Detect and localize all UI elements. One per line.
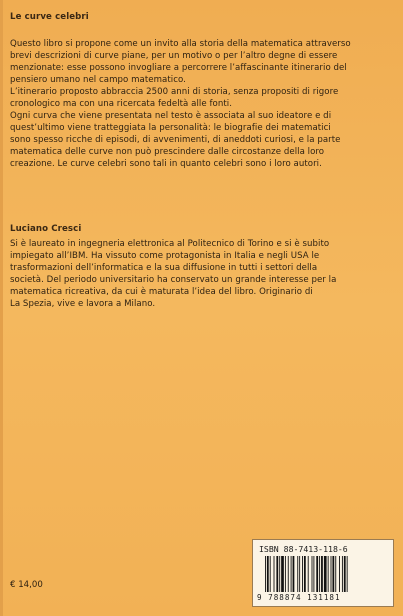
text-line: L’itinerario proposto abbraccia 2500 anni di storia, senza propositi di rigore — [10, 87, 339, 97]
text-line: Ogni curva che viene presentata nel testo è associata al suo ideatore e di — [10, 111, 332, 121]
text-line: società. Del periodo universitario ha conservato un grande interesse per la — [10, 275, 337, 285]
barcode-bar — [308, 556, 309, 592]
text-line: creazione. Le curve celebri sono tali in quanto celebri sono i loro autori. — [10, 159, 322, 169]
barcode-bar — [342, 556, 343, 592]
barcode-box — [252, 539, 394, 607]
barcode-bar — [319, 556, 320, 592]
barcode-bar — [297, 556, 298, 592]
barcode-bar — [332, 556, 334, 592]
barcode-bar — [344, 556, 346, 592]
barcode-bar — [312, 556, 313, 592]
barcode-bar — [279, 556, 280, 592]
barcode-bar — [285, 556, 286, 592]
text-line: quest’ultimo viene tratteggiata la personalità: le biografie dei matematici — [10, 123, 331, 133]
barcode-bar — [304, 556, 306, 592]
text-line: menzionate: esse possono invogliare a percorrere l’affascinante itinerario del — [10, 63, 347, 73]
text-line: Si è laureato in ingegneria elettronica al Politecnico di Torino e si è subito — [10, 239, 330, 249]
section-title-author: Luciano Cresci — [10, 224, 82, 234]
barcode-bar — [265, 556, 266, 592]
text-line: cronologico ma con una ricercata fedeltà alle fonti. — [10, 99, 232, 109]
barcode-bar — [335, 556, 336, 592]
text-line: pensiero umano nel campo matematico. — [10, 75, 186, 85]
barcode-bar — [293, 556, 295, 592]
barcode-bar — [302, 556, 303, 592]
barcode-bar — [313, 556, 314, 592]
barcode-bar — [321, 556, 323, 592]
text-line: sono spesso ricche di episodi, di avvenimenti, di aneddoti curiosi, e la parte — [10, 135, 341, 145]
barcode-bar — [276, 556, 278, 592]
barcode-bar — [347, 556, 348, 592]
cover-edge — [0, 0, 3, 616]
text-line: Questo libro si propone come un invito alla storia della matematica attraverso — [10, 39, 351, 49]
book-description — [10, 38, 351, 170]
barcode-bar — [324, 556, 327, 592]
barcode-bar — [291, 556, 292, 592]
text-line: matematica ricreativa, da cui è maturata l’idea del libro. Originario di — [10, 287, 313, 297]
barcode-bar — [299, 556, 300, 592]
section-title-book: Le curve celebri — [10, 12, 89, 22]
price: € 14,00 — [10, 580, 43, 590]
barcode-bars — [263, 556, 383, 592]
barcode-digits: 9 788874 131181 — [257, 593, 341, 602]
text-line: impiegato all’IBM. Ha vissuto come protagonista in Italia e negli USA le — [10, 251, 320, 261]
text-line: matematica delle curve non può prescindere dalle circostanze della loro — [10, 147, 325, 157]
barcode-bar — [274, 556, 275, 592]
text-line: La Spezia, vive e lavora a Milano. — [10, 299, 156, 309]
text-line: trasformazioni dell’informatica e la sua diffusione in tutti i settori della — [10, 263, 318, 273]
author-bio — [10, 238, 336, 310]
text-line: brevi descrizioni di curve piane, per un motivo o per l’altro degne di essere — [10, 51, 338, 61]
barcode-bar — [281, 556, 284, 592]
barcode-bar — [316, 556, 318, 592]
barcode-bar — [331, 556, 332, 592]
barcode-bar — [288, 556, 289, 592]
isbn-label: ISBN 88-7413-118-6 — [259, 544, 348, 554]
barcode-bar — [267, 556, 269, 592]
barcode-bar — [328, 556, 329, 592]
barcode-bar — [270, 556, 271, 592]
barcode-bar — [339, 556, 340, 592]
